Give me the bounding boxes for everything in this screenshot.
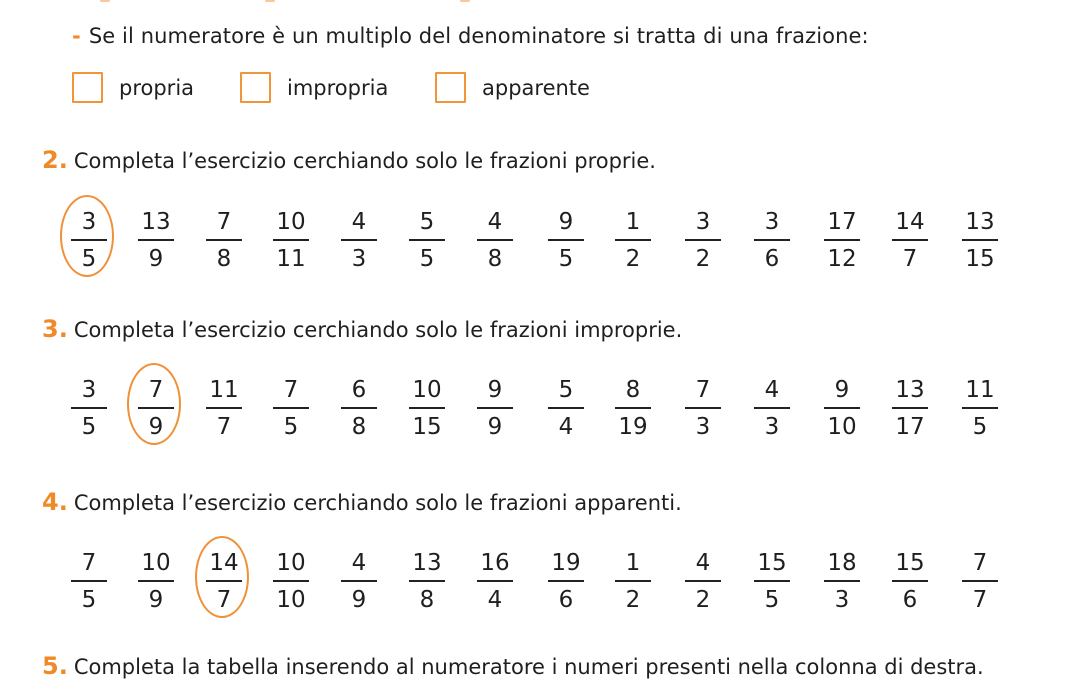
exercise-title: Completa l’esercizio cerchiando solo le frazioni proprie. [73, 149, 656, 173]
denominator: 2 [695, 586, 711, 613]
fraction[interactable] [400, 550, 454, 613]
fraction-circled[interactable] [129, 377, 183, 440]
numerator: 3 [695, 208, 711, 235]
numerator: 4 [351, 208, 367, 235]
numerator: 15 [895, 549, 925, 576]
denominator: 8 [419, 586, 435, 613]
fraction-bar [685, 580, 721, 582]
bullet-dash: - [72, 24, 81, 48]
fraction-circled[interactable] [197, 550, 251, 613]
fraction[interactable] [197, 209, 251, 272]
denominator: 9 [148, 245, 164, 272]
option-label: propria [119, 75, 195, 100]
denominator: 7 [902, 245, 918, 272]
fraction-bar [548, 580, 584, 582]
exercise-title: Completa l’esercizio cerchiando solo le frazioni improprie. [73, 318, 683, 342]
fraction[interactable] [539, 209, 593, 272]
numerator: 13 [895, 376, 925, 403]
fraction[interactable] [264, 550, 318, 613]
denominator: 2 [695, 245, 711, 272]
numerator: 11 [965, 376, 995, 403]
denominator: 15 [412, 413, 442, 440]
denominator: 9 [148, 413, 164, 440]
numerator: 5 [558, 376, 574, 403]
denominator: 3 [695, 413, 711, 440]
fraction[interactable] [883, 550, 937, 613]
numerator: 9 [487, 376, 503, 403]
checkbox-apparente[interactable] [435, 72, 466, 103]
fraction[interactable] [539, 377, 593, 440]
denominator: 10 [276, 586, 306, 613]
numerator: 17 [827, 208, 857, 235]
exercise-number: 2. [42, 146, 68, 174]
denominator: 9 [487, 413, 503, 440]
numerator: 10 [276, 208, 306, 235]
numerator: 15 [757, 549, 787, 576]
fraction[interactable] [883, 209, 937, 272]
fraction[interactable] [815, 209, 869, 272]
fraction[interactable] [332, 550, 386, 613]
numerator: 9 [558, 208, 574, 235]
fraction-bar [71, 407, 107, 409]
fraction[interactable] [745, 209, 799, 272]
option-apparente[interactable] [435, 72, 590, 103]
fraction-bar [477, 239, 513, 241]
numerator: 14 [209, 549, 239, 576]
numerator: 7 [148, 376, 164, 403]
fraction-bar [477, 580, 513, 582]
denominator: 2 [625, 586, 641, 613]
numerator: 4 [764, 376, 780, 403]
numerator: 19 [551, 549, 581, 576]
fraction-bar [273, 580, 309, 582]
fraction[interactable] [606, 377, 660, 440]
fraction-row-exercise-2 [0, 209, 1080, 289]
fraction[interactable] [953, 550, 1007, 613]
fraction-bar [206, 239, 242, 241]
denominator: 8 [487, 245, 503, 272]
fraction-bar [409, 580, 445, 582]
fraction-bar [71, 580, 107, 582]
denominator: 3 [764, 413, 780, 440]
numerator: 7 [695, 376, 711, 403]
exercise-title: Completa l’esercizio cerchiando solo le frazioni apparenti. [73, 491, 682, 515]
fraction-bar [962, 407, 998, 409]
fraction[interactable] [62, 550, 116, 613]
denominator: 5 [558, 245, 574, 272]
denominator: 3 [351, 245, 367, 272]
fraction[interactable] [468, 550, 522, 613]
numerator: 10 [412, 376, 442, 403]
denominator: 4 [487, 586, 503, 613]
fraction-bar [754, 239, 790, 241]
denominator: 19 [618, 413, 648, 440]
fraction-bar [341, 580, 377, 582]
cropped-top-marks [0, 0, 1080, 8]
fraction-bar [273, 407, 309, 409]
numerator: 5 [419, 208, 435, 235]
fraction[interactable] [468, 377, 522, 440]
fraction-bar [341, 239, 377, 241]
option-label: apparente [482, 75, 590, 100]
denominator: 5 [81, 413, 97, 440]
denominator: 17 [895, 413, 925, 440]
exercise-5-heading [42, 652, 984, 680]
fraction-bar [615, 580, 651, 582]
denominator: 4 [558, 413, 574, 440]
fraction-bar [409, 239, 445, 241]
fraction[interactable] [400, 209, 454, 272]
fraction-row-exercise-3 [0, 377, 1080, 457]
fraction[interactable] [62, 377, 116, 440]
numerator: 8 [625, 376, 641, 403]
fraction-bar [824, 407, 860, 409]
denominator: 6 [764, 245, 780, 272]
fraction-bar [206, 407, 242, 409]
exercise-2-heading [42, 146, 656, 174]
numerator: 13 [141, 208, 171, 235]
numerator: 4 [695, 549, 711, 576]
question-text: Se il numeratore è un multiplo del denominatore si tratta di una frazione: [88, 24, 869, 48]
denominator: 9 [148, 586, 164, 613]
denominator: 6 [558, 586, 574, 613]
fraction[interactable] [883, 377, 937, 440]
fraction[interactable] [332, 377, 386, 440]
denominator: 12 [827, 245, 857, 272]
fraction-bar [273, 239, 309, 241]
option-label: impropria [287, 75, 389, 100]
fraction-bar [548, 407, 584, 409]
numerator: 3 [764, 208, 780, 235]
numerator: 10 [276, 549, 306, 576]
fraction[interactable] [264, 209, 318, 272]
exercise-number: 5. [42, 652, 68, 680]
fraction[interactable] [815, 377, 869, 440]
fraction-bar [685, 239, 721, 241]
fraction[interactable] [264, 377, 318, 440]
numerator: 10 [141, 549, 171, 576]
fraction[interactable] [332, 209, 386, 272]
fraction[interactable] [953, 377, 1007, 440]
fraction[interactable] [745, 550, 799, 613]
denominator: 9 [351, 586, 367, 613]
fraction-bar [615, 407, 651, 409]
numerator: 6 [351, 376, 367, 403]
denominator: 2 [625, 245, 641, 272]
fraction[interactable] [129, 550, 183, 613]
denominator: 7 [972, 586, 988, 613]
fraction[interactable] [468, 209, 522, 272]
fraction[interactable] [400, 377, 454, 440]
fraction[interactable] [745, 377, 799, 440]
fraction-bar [138, 239, 174, 241]
fraction[interactable] [676, 550, 730, 613]
denominator: 8 [216, 245, 232, 272]
exercise-3-heading [42, 315, 682, 343]
fraction-bar [409, 407, 445, 409]
denominator: 7 [216, 586, 232, 613]
numerator: 4 [487, 208, 503, 235]
fraction-bar [341, 407, 377, 409]
exercise-title: Completa la tabella inserendo al numeratore i numeri presenti nella colonna di destra. [73, 655, 984, 679]
fraction-circled[interactable] [62, 209, 116, 272]
fraction[interactable] [676, 209, 730, 272]
numerator: 16 [480, 549, 510, 576]
checkbox-impropria[interactable] [240, 72, 271, 103]
numerator: 7 [283, 376, 299, 403]
question-1-line [72, 24, 869, 48]
denominator: 8 [351, 413, 367, 440]
numerator: 11 [209, 376, 239, 403]
numerator: 18 [827, 549, 857, 576]
fraction[interactable] [815, 550, 869, 613]
fraction[interactable] [606, 209, 660, 272]
fraction[interactable] [539, 550, 593, 613]
denominator: 6 [902, 586, 918, 613]
fraction-bar [892, 580, 928, 582]
numerator: 1 [625, 549, 641, 576]
fraction-bar [685, 407, 721, 409]
fraction[interactable] [606, 550, 660, 613]
exercise-4-heading [42, 488, 682, 516]
denominator: 5 [81, 245, 97, 272]
answer-circle [195, 536, 249, 618]
fraction[interactable] [197, 377, 251, 440]
fraction-bar [892, 239, 928, 241]
fraction-bar [892, 407, 928, 409]
denominator: 3 [834, 586, 850, 613]
fraction[interactable] [953, 209, 1007, 272]
denominator: 7 [216, 413, 232, 440]
fraction-row-exercise-4 [0, 550, 1080, 630]
fraction-bar [754, 407, 790, 409]
denominator: 5 [419, 245, 435, 272]
denominator: 5 [764, 586, 780, 613]
fraction-bar [138, 580, 174, 582]
exercise-number: 4. [42, 488, 68, 516]
fraction[interactable] [676, 377, 730, 440]
exercise-number: 3. [42, 315, 68, 343]
numerator: 7 [972, 549, 988, 576]
option-propria[interactable] [72, 72, 194, 103]
denominator: 11 [276, 245, 306, 272]
numerator: 3 [81, 208, 97, 235]
numerator: 13 [412, 549, 442, 576]
numerator: 14 [895, 208, 925, 235]
answer-circle [60, 195, 114, 277]
denominator: 10 [827, 413, 857, 440]
numerator: 7 [81, 549, 97, 576]
fraction-bar [548, 239, 584, 241]
numerator: 13 [965, 208, 995, 235]
fraction-bar [615, 239, 651, 241]
numerator: 1 [625, 208, 641, 235]
fraction-bar [962, 239, 998, 241]
denominator: 5 [283, 413, 299, 440]
checkbox-propria[interactable] [72, 72, 103, 103]
numerator: 3 [81, 376, 97, 403]
fraction-bar [824, 239, 860, 241]
fraction-bar [824, 580, 860, 582]
option-impropria[interactable] [240, 72, 388, 103]
fraction-bar [477, 407, 513, 409]
numerator: 4 [351, 549, 367, 576]
numerator: 9 [834, 376, 850, 403]
denominator: 5 [81, 586, 97, 613]
denominator: 5 [972, 413, 988, 440]
answer-circle [127, 363, 181, 445]
fraction-bar [754, 580, 790, 582]
fraction-bar [962, 580, 998, 582]
fraction[interactable] [129, 209, 183, 272]
numerator: 7 [216, 208, 232, 235]
denominator: 15 [965, 245, 995, 272]
